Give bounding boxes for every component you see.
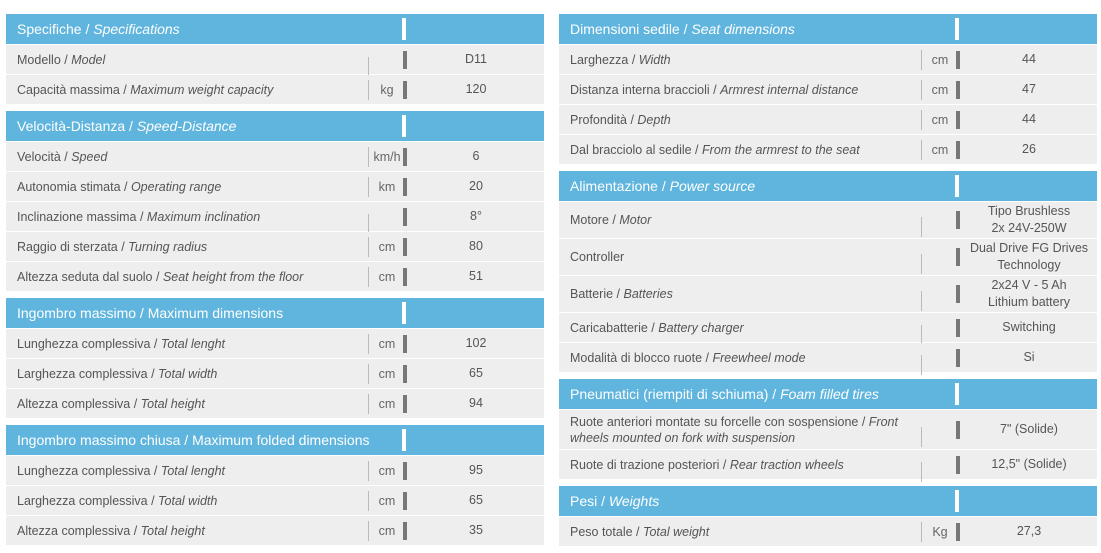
header-divider: [955, 175, 959, 197]
spec-value: [408, 238, 544, 255]
spec-unit: cm: [372, 524, 402, 538]
spec-label: [6, 240, 372, 254]
spec-row: [6, 172, 544, 201]
spec-unit: cm: [372, 367, 402, 381]
header-divider: [955, 383, 959, 405]
spec-unit: cm: [925, 113, 955, 127]
value-divider: [956, 51, 960, 69]
value-divider: [956, 421, 960, 439]
spec-label: [559, 321, 925, 335]
value-divider: [956, 285, 960, 303]
spec-value-line: 51: [469, 269, 483, 283]
spec-value-line: 8°: [470, 209, 482, 223]
spec-label-it: Altezza complessiva /: [17, 523, 141, 538]
spec-label-it: Larghezza complessiva /: [17, 366, 159, 381]
spec-label: [559, 113, 925, 127]
spec-label-en: Motor: [619, 213, 652, 227]
spec-label: [6, 464, 372, 478]
spec-label-it: Peso totale /: [570, 524, 643, 539]
spec-row: [559, 105, 1097, 134]
spec-value: [961, 319, 1097, 336]
spec-value: [408, 208, 544, 225]
value-divider: [956, 349, 960, 367]
spec-section-specifications: [6, 14, 544, 104]
spec-row: [6, 142, 544, 171]
spec-label: [559, 525, 925, 539]
spec-value: [408, 268, 544, 285]
spec-section-ingombro-massimo-maximum-dimensions: [6, 298, 544, 418]
spec-row: [559, 313, 1097, 342]
value-divider: [403, 51, 407, 69]
spec-label-it: Dal bracciolo al sedile /: [570, 142, 703, 157]
section-header: [559, 171, 1097, 201]
spec-value: [408, 335, 544, 352]
spec-label-en: Total width: [158, 493, 218, 508]
spec-value-line: 80: [469, 239, 483, 253]
spec-section-foam-filled-tires: [559, 379, 1097, 479]
spec-unit: Kg: [925, 525, 955, 539]
spec-unit: km/h: [373, 149, 401, 164]
section-header: [6, 298, 544, 328]
header-divider: [955, 18, 959, 40]
spec-unit: cm: [372, 337, 402, 351]
spec-value-line: 2x24 V - 5 Ah: [991, 278, 1067, 292]
spec-row: [559, 517, 1097, 546]
spec-unit: cm: [925, 83, 955, 97]
spec-unit: cm: [372, 464, 402, 478]
spec-label-it: Lunghezza complessiva /: [17, 336, 161, 351]
spec-label-it: Lunghezza complessiva /: [17, 463, 161, 478]
spec-row: [559, 75, 1097, 104]
spec-label-it: Ruote di trazione posteriori /: [570, 457, 730, 472]
section-title-it: Alimentazione /: [570, 178, 670, 194]
spec-value: [408, 51, 544, 68]
spec-value-line: 27,3: [1016, 524, 1042, 538]
value-divider: [956, 248, 960, 266]
spec-value: [961, 523, 1097, 540]
spec-label: [6, 210, 372, 224]
spec-row: [6, 202, 544, 231]
spec-row: [6, 486, 544, 515]
spec-label-en: Total height: [140, 396, 205, 411]
spec-label: [6, 397, 372, 411]
spec-label-it: Larghezza /: [570, 52, 639, 67]
section-title: [6, 21, 180, 37]
spec-label-it: Profondità /: [570, 112, 638, 127]
spec-section-seat-dimensions: [559, 14, 1097, 164]
section-title-it: Dimensioni sedile /: [570, 21, 692, 37]
section-title: [6, 432, 369, 448]
spec-label-en: Operating range: [130, 179, 222, 194]
section-title: [6, 305, 283, 321]
value-divider: [403, 492, 407, 510]
spec-unit: cm: [925, 53, 955, 67]
spec-unit: cm: [372, 240, 402, 254]
section-title: [6, 118, 236, 134]
spec-value-line: 12,5" (Solide): [991, 457, 1067, 471]
spec-label-it: Inclinazione massima /: [17, 209, 147, 224]
spec-label: [559, 250, 925, 264]
spec-label-en: Total lenght: [160, 336, 226, 351]
spec-label-en: Total lenght: [160, 463, 226, 478]
section-title-en: Weights: [608, 493, 660, 509]
spec-label: [6, 524, 372, 538]
spec-value: [961, 51, 1097, 68]
spec-label-en: Seat height from the floor: [162, 269, 304, 284]
value-divider: [403, 208, 407, 226]
spec-value: [961, 456, 1097, 473]
spec-value-line: 94: [469, 396, 483, 410]
spec-label: [559, 458, 925, 472]
spec-unit: km: [372, 180, 402, 194]
spec-label-it: Batterie /: [570, 287, 624, 301]
value-divider: [956, 319, 960, 337]
section-title: [559, 178, 755, 194]
spec-label: [6, 270, 372, 284]
spec-value: [961, 421, 1097, 438]
spec-label: [559, 414, 925, 446]
spec-row: [559, 450, 1097, 479]
spec-unit: cm: [925, 143, 955, 157]
spec-row: [559, 276, 1097, 312]
spec-label: [559, 143, 925, 157]
section-title-it: Pneumatici (riempiti di schiuma) /: [570, 386, 781, 402]
section-title: [559, 386, 879, 402]
spec-label-en: Depth: [637, 112, 671, 127]
spec-unit: cm: [372, 494, 402, 508]
spec-section-weights: [559, 486, 1097, 546]
spec-label: [6, 53, 372, 67]
spec-row: [6, 389, 544, 418]
spec-label: [559, 287, 925, 301]
spec-label: [559, 83, 925, 97]
spec-value-line: 65: [469, 493, 483, 507]
section-title-it: Velocità-Distanza /: [17, 118, 137, 134]
spec-value-line: 120: [465, 82, 487, 96]
spec-row: [559, 202, 1097, 238]
spec-label-en: Freewheel mode: [712, 350, 806, 365]
spec-label-it: Ruote anteriori montate su forcelle con sospensione /: [570, 414, 869, 429]
spec-label: [6, 180, 372, 194]
section-title-en: Specifications: [93, 21, 180, 37]
spec-label-en: Total height: [140, 523, 205, 538]
spec-label: [6, 83, 372, 97]
spec-value-line-2: Technology: [997, 258, 1061, 272]
value-divider: [403, 148, 407, 166]
spec-label-en: Battery charger: [658, 320, 744, 335]
header-divider: [955, 490, 959, 512]
section-header: [6, 425, 544, 455]
spec-label-en: Turning radius: [128, 239, 208, 254]
section-title-en: Seat dimensions: [691, 21, 795, 37]
spec-value-line: 20: [469, 179, 483, 193]
spec-value-line: Si: [1023, 350, 1035, 364]
value-divider: [403, 81, 407, 99]
spec-label-it: Larghezza complessiva /: [17, 493, 159, 508]
spec-row: [6, 45, 544, 74]
spec-label-en: From the armrest to the seat: [702, 142, 860, 157]
spec-label-it: Raggio di sterzata /: [17, 239, 129, 254]
spec-label-en: Width: [638, 52, 671, 67]
value-divider: [403, 178, 407, 196]
spec-label: [6, 150, 372, 164]
spec-label: [6, 494, 372, 508]
spec-value: [408, 395, 544, 412]
value-divider: [956, 211, 960, 229]
spec-value: [961, 349, 1097, 366]
section-title-en: Speed-Distance: [136, 118, 237, 134]
spec-value-line-2: 2x 24V-250W: [991, 221, 1067, 235]
value-divider: [956, 141, 960, 159]
value-divider: [956, 81, 960, 99]
spec-value: [961, 81, 1097, 98]
spec-value-line: 6: [472, 149, 480, 163]
spec-label: [559, 213, 925, 227]
spec-value: [961, 141, 1097, 158]
header-divider: [402, 429, 406, 451]
spec-value: [408, 148, 544, 165]
spec-value-line-2: Lithium battery: [988, 295, 1070, 309]
spec-section-ingombro-massimo-chiusa-maximum-folded-dimensions: [6, 425, 544, 545]
spec-row: [559, 45, 1097, 74]
section-header: [559, 486, 1097, 516]
section-header: [559, 14, 1097, 44]
spec-value-line: 7" (Solide): [1000, 422, 1058, 436]
spec-label-en: Maximum inclination: [146, 209, 261, 224]
spec-value-line: Switching: [1002, 320, 1056, 334]
spec-row: [6, 75, 544, 104]
spec-unit: kg: [372, 83, 402, 97]
right-column: [559, 14, 1097, 553]
section-header: [6, 14, 544, 44]
value-divider: [403, 365, 407, 383]
spec-value-line: 26: [1022, 142, 1036, 156]
spec-row: [559, 343, 1097, 372]
spec-value: [408, 462, 544, 479]
spec-label-en: Armrest internal distance: [720, 82, 859, 97]
left-column: [6, 14, 544, 552]
spec-section-speed-distance: [6, 111, 544, 291]
spec-value: [408, 178, 544, 195]
spec-label-en: Total width: [158, 366, 218, 381]
spec-row: [6, 232, 544, 261]
spec-value: [408, 522, 544, 539]
section-header: [559, 379, 1097, 409]
value-divider: [403, 462, 407, 480]
spec-value-line: 65: [469, 366, 483, 380]
spec-unit: cm: [372, 270, 402, 284]
spec-label-it: Caricabatterie /: [570, 320, 659, 335]
value-divider: [403, 335, 407, 353]
spec-label-it: Modalità di blocco ruote /: [570, 350, 713, 365]
spec-value: [961, 203, 1097, 237]
spec-value-line: 95: [469, 463, 483, 477]
spec-row: [559, 410, 1097, 449]
value-divider: [956, 523, 960, 541]
spec-value-line: 47: [1022, 82, 1036, 96]
spec-label-it: Capacità massima /: [17, 82, 131, 97]
spec-label: [6, 367, 372, 381]
spec-value-line: D11: [464, 52, 487, 66]
section-title-it: Ingombro massimo chiusa / Maximum folded dimensions: [17, 432, 370, 448]
spec-label-en: Maximum weight capacity: [130, 82, 274, 97]
spec-label-it: Autonomia stimata /: [17, 179, 131, 194]
spec-value-line: 44: [1022, 112, 1036, 126]
spec-label: [559, 351, 925, 365]
spec-label-it: Altezza seduta dal suolo /: [17, 269, 163, 284]
spec-value: [961, 111, 1097, 128]
spec-label-en: Speed: [71, 149, 108, 164]
header-divider: [402, 302, 406, 324]
spec-label-it: Altezza complessiva /: [17, 396, 141, 411]
spec-label: [6, 337, 372, 351]
spec-value-line: 44: [1022, 52, 1036, 66]
section-title-it: Ingombro massimo / Maximum dimensions: [17, 305, 284, 321]
spec-unit: cm: [372, 397, 402, 411]
section-title-en: Power source: [669, 178, 756, 194]
spec-label-it: Velocità /: [17, 149, 72, 164]
spec-label-en: Model: [71, 52, 106, 67]
spec-label: [559, 53, 925, 67]
section-title-it: Pesi /: [570, 493, 609, 509]
spec-label-en: Total weight: [642, 524, 710, 539]
section-title: [559, 21, 795, 37]
section-title-en: Foam filled tires: [780, 386, 879, 402]
section-title-it: Specifiche /: [17, 21, 94, 37]
section-header: [6, 111, 544, 141]
spec-row: [6, 516, 544, 545]
spec-section-power-source: [559, 171, 1097, 372]
spec-value-line: Tipo Brushless: [987, 204, 1071, 218]
spec-row: [559, 135, 1097, 164]
spec-label-en: Rear traction wheels: [729, 457, 844, 472]
header-divider: [402, 115, 406, 137]
spec-value: [408, 81, 544, 98]
spec-row: [559, 239, 1097, 275]
header-divider: [402, 18, 406, 40]
spec-label-it: Motore /: [570, 213, 620, 227]
spec-label-it: Distanza interna braccioli /: [570, 82, 721, 97]
spec-value-line: 35: [469, 523, 483, 537]
spec-label-it: Modello /: [17, 52, 72, 67]
spec-value-line: Dual Drive FG Drives: [969, 241, 1089, 255]
spec-label-it: Controller: [570, 250, 625, 264]
spec-value-line: 102: [465, 336, 487, 350]
value-divider: [403, 522, 407, 540]
spec-row: [6, 329, 544, 358]
value-divider: [956, 111, 960, 129]
spec-row: [6, 359, 544, 388]
spec-row: [6, 456, 544, 485]
value-divider: [403, 395, 407, 413]
spec-row: [6, 262, 544, 291]
spec-label-en: Front wheels mounted on fork with suspension: [570, 414, 898, 445]
spec-label-en: Batteries: [623, 287, 673, 301]
spec-value: [408, 365, 544, 382]
value-divider: [403, 268, 407, 286]
section-title: [559, 493, 659, 509]
value-divider: [956, 456, 960, 474]
spec-value: [408, 492, 544, 509]
spec-value: [961, 240, 1097, 274]
value-divider: [403, 238, 407, 256]
spec-value: [961, 277, 1097, 311]
